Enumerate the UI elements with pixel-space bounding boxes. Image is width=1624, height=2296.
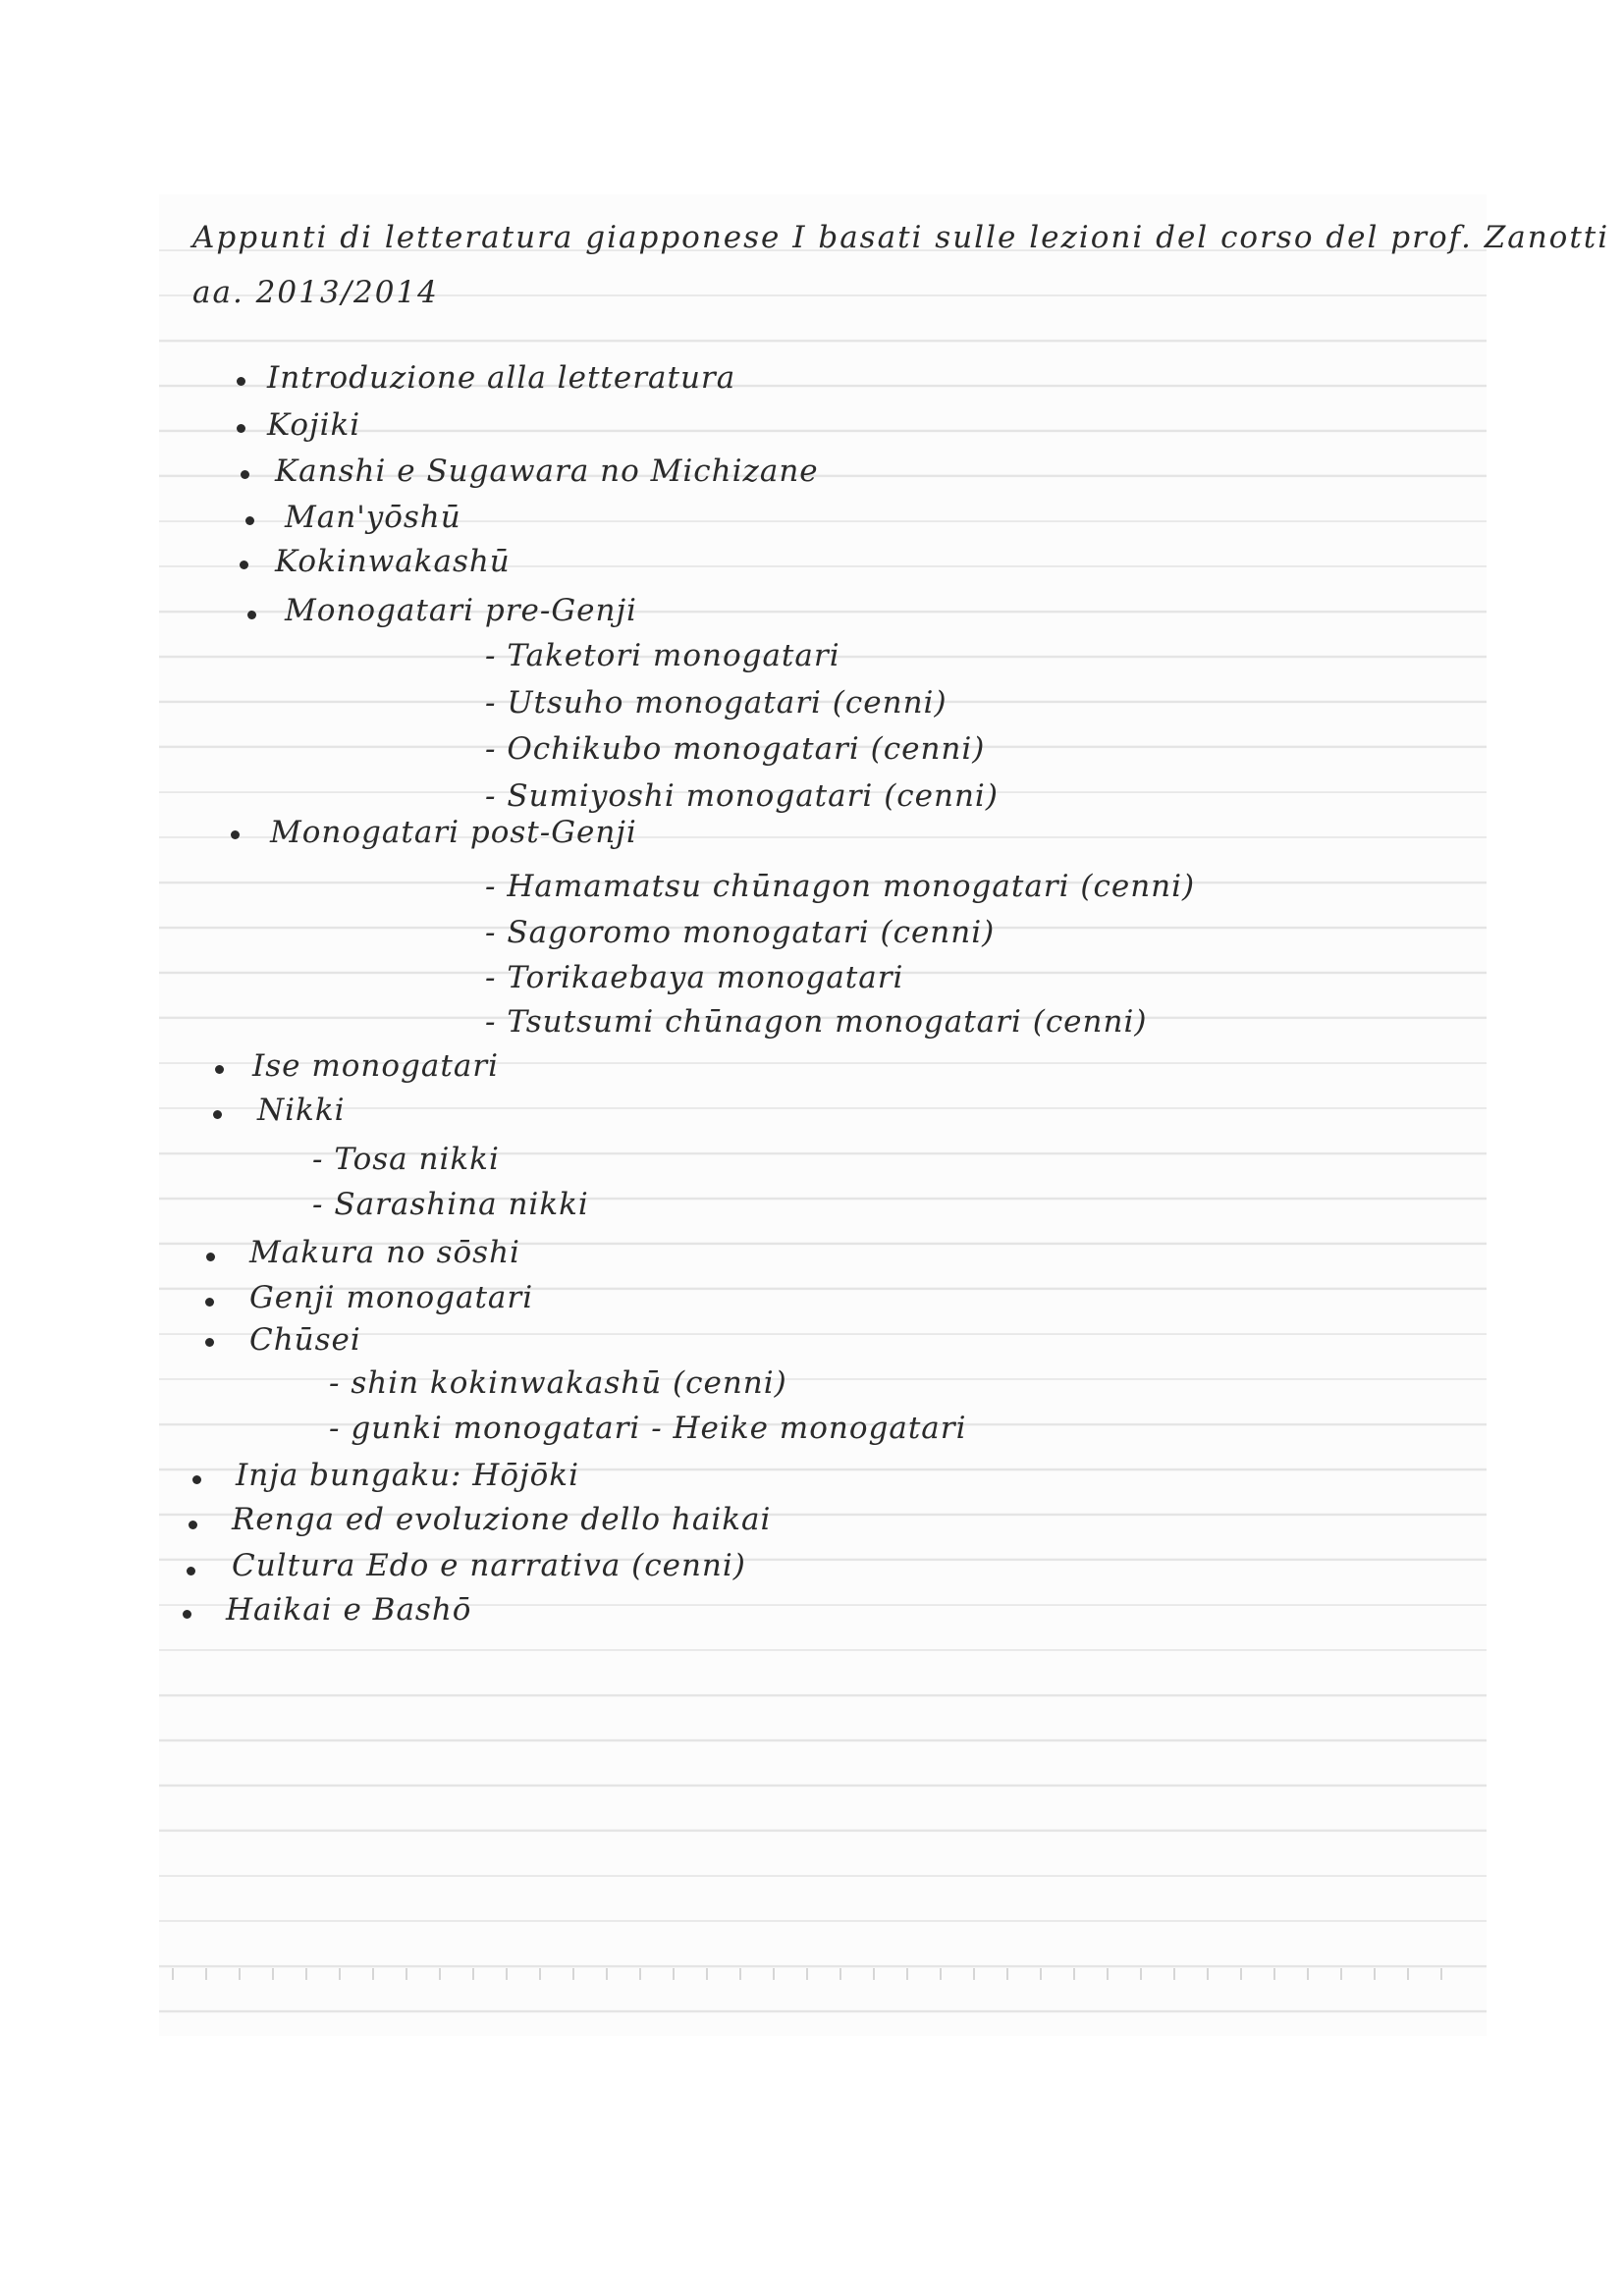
subtopic-item: - Hamamatsu chūnagon monogatari (cenni) <box>485 869 1196 904</box>
bullet-dot <box>240 561 248 569</box>
bullet-dot <box>237 424 245 433</box>
bullet-dot <box>187 1567 195 1575</box>
subtopic-item: - Tsutsumi chūnagon monogatari (cenni) <box>485 1004 1148 1040</box>
topic-item: Inja bungaku: Hōjōki <box>236 1458 579 1493</box>
bullet-dot <box>205 1298 214 1307</box>
subtopic-item: - Torikaebaya monogatari <box>485 960 904 995</box>
topic-item: Man'yōshū <box>285 500 461 535</box>
bullet-dot <box>213 1110 222 1119</box>
topic-item: Cultura Edo e narrativa (cenni) <box>232 1548 746 1583</box>
ruler-ticks <box>172 1968 1458 1980</box>
bullet-dot <box>215 1065 224 1074</box>
bullet-dot <box>247 611 256 619</box>
bullet-dot <box>205 1338 214 1347</box>
bullet-dot <box>206 1253 215 1261</box>
subtopic-item: - gunki monogatari - Heike monogatari <box>329 1411 967 1446</box>
bullet-dot <box>183 1610 191 1619</box>
topic-item: Kanshi e Sugawara no Michizane <box>275 454 819 489</box>
subtopic-item: - Sagoromo monogatari (cenni) <box>485 915 996 950</box>
bullet-dot <box>192 1475 201 1484</box>
bullet-dot <box>241 470 249 479</box>
subtopic-item: - Ochikubo monogatari (cenni) <box>485 731 986 767</box>
bullet-dot <box>189 1521 197 1529</box>
topic-item: Nikki <box>257 1093 346 1128</box>
bullet-dot <box>245 516 254 525</box>
subtopic-item: - shin kokinwakashū (cenni) <box>329 1365 787 1401</box>
subtopic-item: - Taketori monogatari <box>485 638 840 673</box>
subtopic-item: - Utsuho monogatari (cenni) <box>485 685 947 721</box>
subtopic-item: - Sumiyoshi monogatari (cenni) <box>485 778 999 814</box>
bullet-dot <box>237 377 245 386</box>
topic-item: Genji monogatari <box>249 1280 534 1315</box>
topic-item: Monogatari post-Genji <box>270 815 637 850</box>
header-title: Appunti di letteratura giapponese I basati sulle lezioni del corso del prof. Zanotti <box>192 220 1610 255</box>
topic-item: Chūsei <box>249 1322 361 1358</box>
topic-item: Renga ed evoluzione dello haikai <box>232 1502 772 1537</box>
topic-item: Introduzione alla letteratura <box>267 360 736 396</box>
subtopic-item: - Tosa nikki <box>312 1142 500 1177</box>
topic-item: Makura no sōshi <box>249 1235 520 1270</box>
topic-item: Monogatari pre-Genji <box>285 593 637 628</box>
topic-item: Kojiki <box>267 407 361 443</box>
topic-item: Ise monogatari <box>252 1048 500 1084</box>
topic-item: Kokinwakashū <box>275 544 511 579</box>
topic-item: Haikai e Bashō <box>226 1592 472 1628</box>
bullet-dot <box>231 830 240 839</box>
subtopic-item: - Sarashina nikki <box>312 1187 589 1222</box>
header-academic-year: aa. 2013/2014 <box>192 275 439 310</box>
